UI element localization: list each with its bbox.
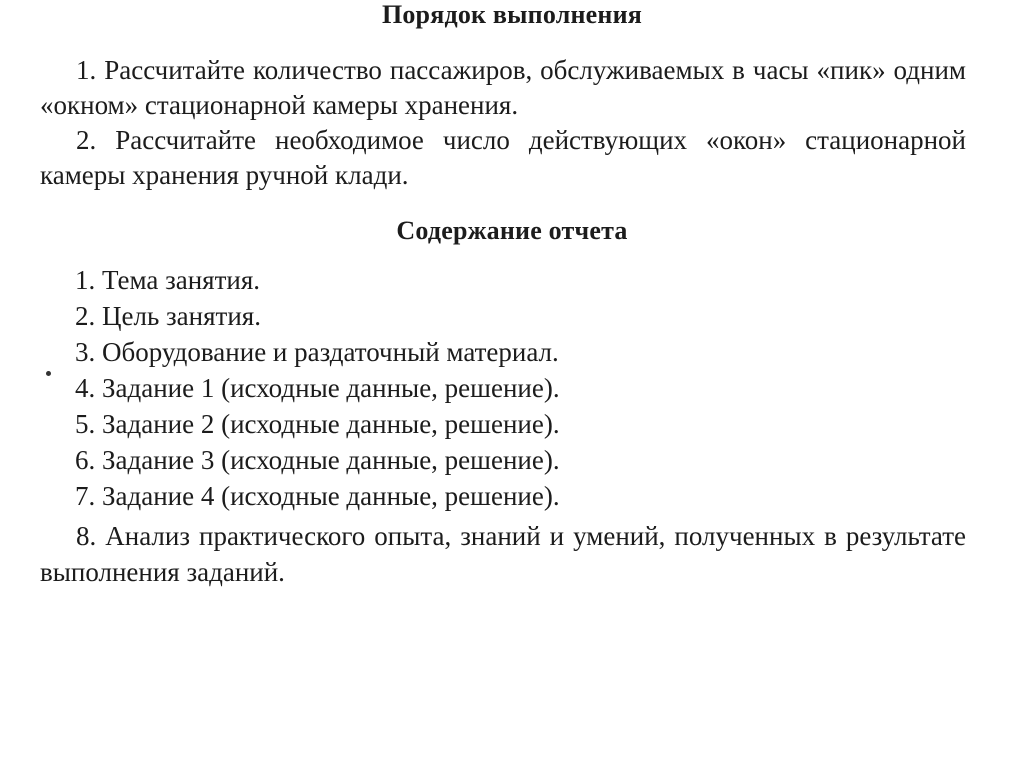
section-heading-report-contents: Содержание отчета bbox=[396, 216, 628, 245]
scan-speck bbox=[46, 371, 51, 376]
report-item-2: 2. Цель занятия. bbox=[75, 301, 261, 331]
procedure-item-2: 2. Рассчитайте необходимое число действующих «окон» стационарной камеры хранения ручной клади. bbox=[40, 125, 966, 190]
report-item-1: 1. Тема занятия. bbox=[75, 265, 261, 295]
report-item-5: 5. Задание 2 (исходные данные, решение). bbox=[75, 409, 560, 439]
report-item-8: 8. Анализ практического опыта, знаний и умений, полученных в результате выполнения заданий. bbox=[40, 521, 966, 587]
report-item-3: 3. Оборудование и раздаточный материал. bbox=[75, 337, 559, 367]
report-item-6: 6. Задание 3 (исходные данные, решение). bbox=[75, 445, 560, 475]
section-heading-procedure: Порядок выполнения bbox=[381, 0, 643, 29]
report-item-7: 7. Задание 4 (исходные данные, решение). bbox=[75, 481, 560, 511]
report-item-4: 4. Задание 1 (исходные данные, решение). bbox=[75, 373, 560, 403]
procedure-item-1: 1. Рассчитайте количество пассажиров, обслуживаемых в часы «пик» одним «окном» стационарной камеры хранения. bbox=[40, 55, 966, 120]
report-contents-list bbox=[75, 262, 560, 514]
